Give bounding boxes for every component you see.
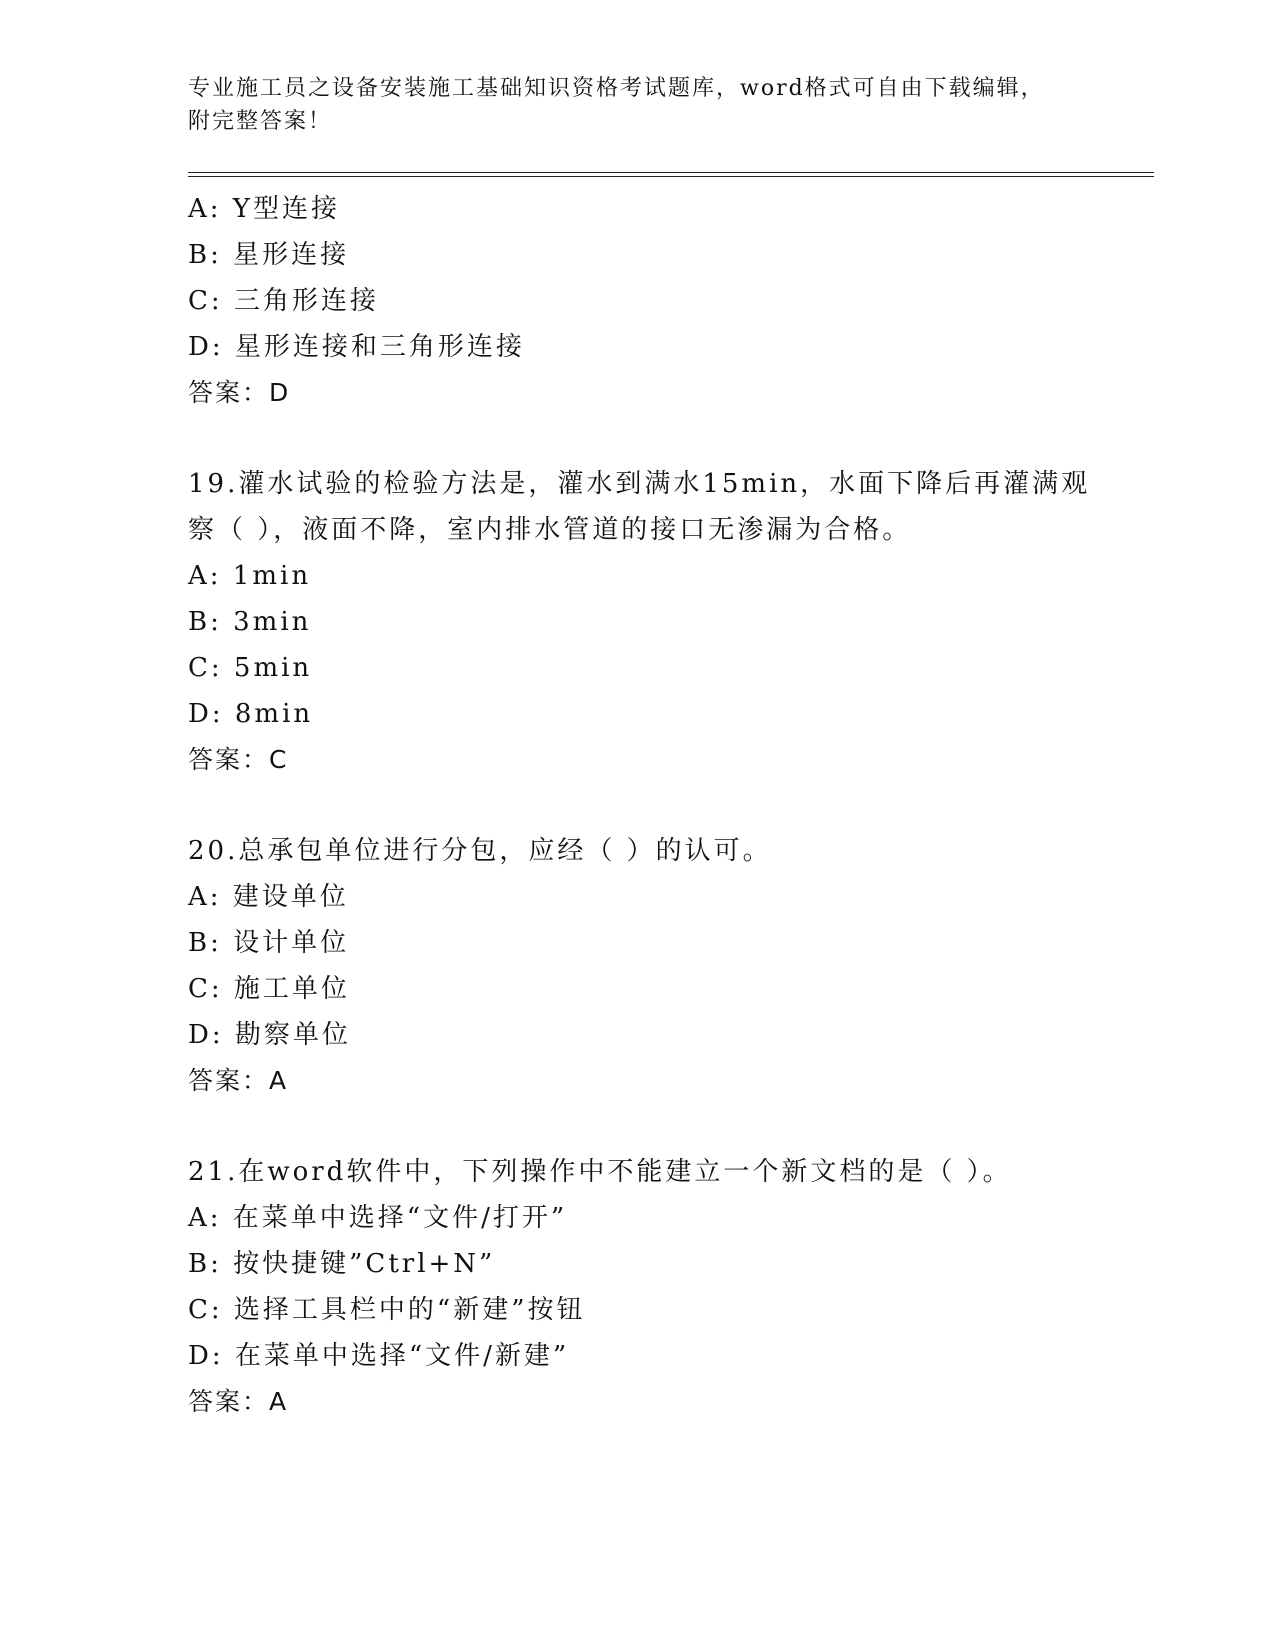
option-a: A: 在菜单中选择“文件/打开”: [188, 1203, 568, 1233]
question-stem: 20.总承包单位进行分包，应经（ ）的认可。: [188, 836, 772, 866]
option-c: C: 施工单位: [188, 974, 350, 1004]
header-line-1: 专业施工员之设备安装施工基础知识资格考试题库，word格式可自由下载编辑，: [188, 76, 1045, 101]
header-divider-bottom: [188, 176, 1154, 177]
answer: 答案：A: [188, 1066, 289, 1095]
answer: 答案：C: [188, 745, 289, 774]
answer: 答案：D: [188, 378, 291, 407]
option-d: D: 星形连接和三角形连接: [188, 332, 525, 362]
option-c: C: 三角形连接: [188, 286, 379, 316]
option-b: B: 3min: [188, 607, 312, 637]
option-b: B: 星形连接: [188, 240, 350, 270]
document-header: [188, 72, 1088, 138]
option-a: A: 1min: [188, 561, 312, 591]
option-a: A: Y型连接: [188, 194, 340, 224]
option-a: A: 建设单位: [188, 882, 349, 912]
question-list: [188, 186, 1091, 1425]
question-stem-continued: 察（ ），液面不降，室内排水管道的接口无渗漏为合格。: [188, 515, 912, 545]
option-c: C: 选择工具栏中的“新建”按钮: [188, 1295, 586, 1325]
spacer: [188, 416, 1088, 461]
question-21: [188, 1149, 1088, 1425]
header-line-2: 附完整答案！: [188, 109, 333, 134]
question-stem: 21.在word软件中，下列操作中不能建立一个新文档的是（ ）。: [188, 1157, 1012, 1187]
question-20: [188, 828, 1088, 1104]
option-d: D: 在菜单中选择“文件/新建”: [188, 1341, 570, 1371]
option-b: B: 设计单位: [188, 928, 350, 958]
question-19: [188, 461, 1091, 783]
spacer: [188, 1104, 1088, 1149]
header-divider-top: [188, 172, 1154, 173]
option-d: D: 8min: [188, 699, 314, 729]
question-stem: 19.灌水试验的检验方法是，灌水到满水15min，水面下降后再灌满观: [188, 469, 1091, 499]
answer: 答案：A: [188, 1387, 289, 1416]
option-d: D: 勘察单位: [188, 1020, 351, 1050]
question-18: [188, 186, 1088, 416]
option-c: C: 5min: [188, 653, 313, 683]
option-b: B: 按快捷键”Ctrl+N”: [188, 1249, 496, 1279]
spacer: [188, 783, 1088, 828]
